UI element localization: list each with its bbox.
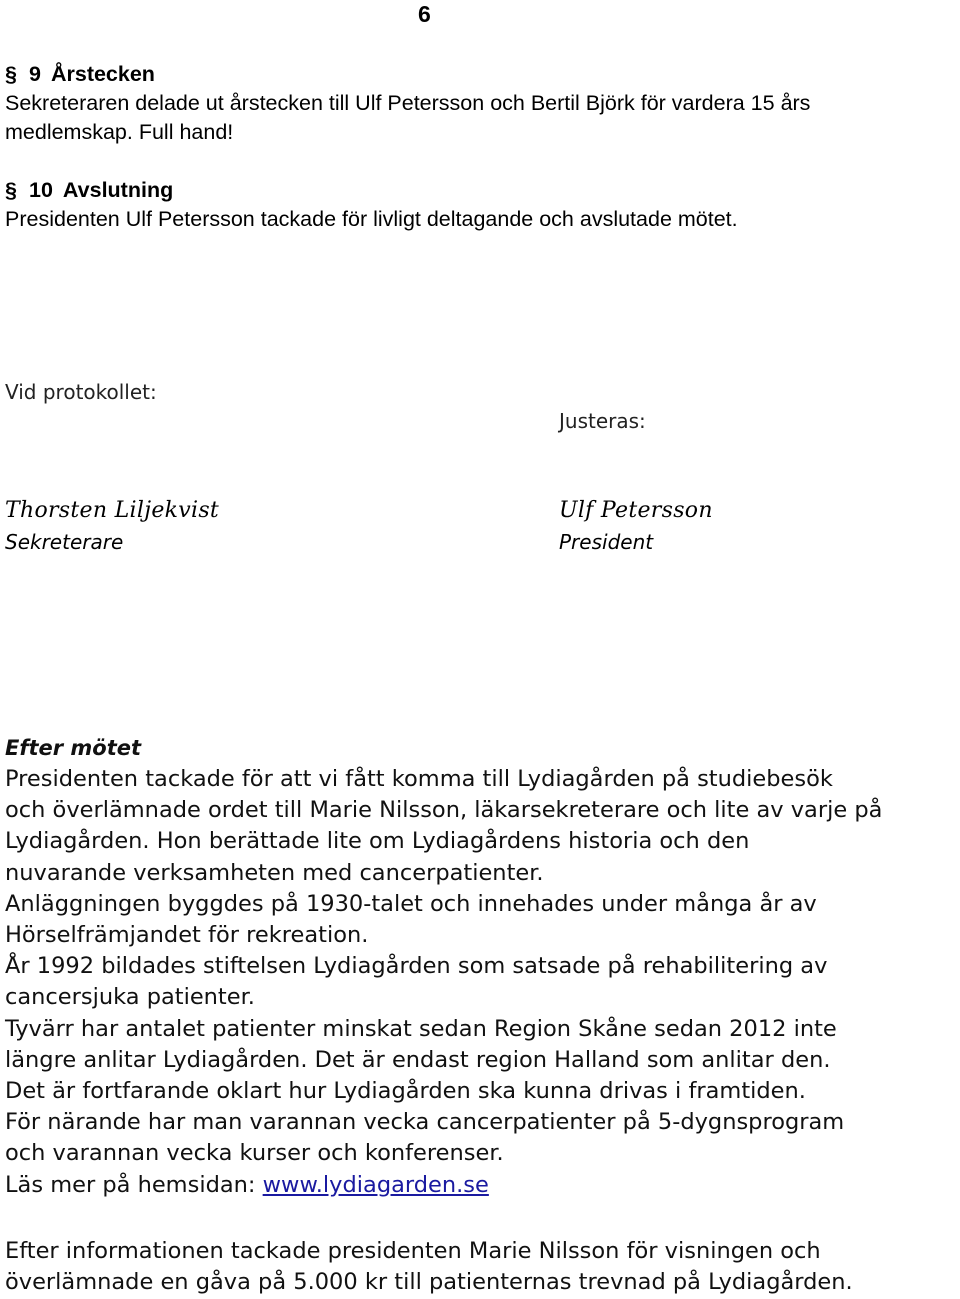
after-meeting-line: Hörselfrämjandet för rekreation.	[5, 922, 369, 949]
secretary-title: Sekreterare	[5, 530, 124, 554]
section-text-line: Sekreteraren delade ut årstecken till Ulf Petersson och Bertil Björk för vardera 15 års	[5, 91, 811, 115]
section-heading	[5, 176, 955, 205]
closing-line: Efter informationen tackade presidenten Marie Nilsson för visningen och	[5, 1238, 821, 1264]
section-avslutning	[5, 176, 955, 234]
section-title: Årstecken	[50, 62, 155, 86]
section-arstecken	[5, 60, 955, 147]
after-meeting-line: Lydiagården. Hon berättade lite om Lydiagårdens historia och den	[5, 828, 750, 855]
closing-section	[5, 1236, 960, 1298]
after-meeting-line: Tyvärr har antalet patienter minskat sedan Region Skåne sedan 2012 inte	[5, 1015, 837, 1042]
section-text-line: Presidenten Ulf Petersson tackade för livligt deltagande och avslutade mötet.	[5, 207, 738, 231]
section-number: 9	[29, 62, 41, 86]
section-title: Avslutning	[62, 178, 174, 202]
section-number: 10	[29, 178, 53, 202]
section-heading	[5, 60, 955, 89]
after-meeting-line: För närande har man varannan vecka cancerpatienter på 5-dygnsprogram	[5, 1109, 845, 1136]
closing-line: överlämnade en gåva på 5.000 kr till patienternas trevnad på Lydiagården.	[5, 1269, 853, 1296]
after-meeting-line: och varannan vecka kurser och konferenser.	[5, 1140, 504, 1167]
section-symbol: §	[5, 62, 17, 86]
section-text-line: medlemskap. Full hand!	[5, 120, 234, 144]
after-meeting-line: längre anlitar Lydiagården. Det är endast region Halland som anlitar den.	[5, 1046, 831, 1073]
after-meeting-line: cancersjuka patienter.	[5, 984, 255, 1011]
after-meeting-line: Presidenten tackade för att vi fått komma till Lydiagården på studiebesök	[5, 766, 833, 792]
after-meeting-line: nuvarande verksamheten med cancerpatienter.	[5, 859, 544, 886]
website-link[interactable]: www.lydiagarden.se	[262, 1171, 489, 1198]
after-meeting-line: och överlämnade ordet till Marie Nilsson, läkarsekreterare och lite av varje på	[5, 797, 883, 824]
after-meeting-line: Anläggningen byggdes på 1930-talet och innehades under många år av	[5, 890, 817, 917]
secretary-signature: Thorsten Liljekvist	[5, 498, 220, 523]
approved-by-label: Justeras:	[559, 409, 646, 433]
president-title: President	[559, 530, 654, 554]
page-number: 6	[418, 1, 431, 27]
president-signature: Ulf Petersson	[559, 498, 713, 523]
read-more-prefix: Läs mer på hemsidan:	[5, 1171, 263, 1198]
after-meeting-line: Det är fortfarande oklart hur Lydiagården ska kunna drivas i framtiden.	[5, 1078, 806, 1105]
section-symbol: §	[5, 178, 17, 202]
after-meeting-section	[5, 733, 960, 1201]
after-meeting-line: År 1992 bildades stiftelsen Lydiagården som satsade på rehabilitering av	[5, 953, 828, 980]
after-meeting-title: Efter mötet	[5, 736, 142, 760]
read-more-line	[5, 1170, 960, 1201]
recorded-by-label: Vid protokollet:	[5, 380, 157, 404]
